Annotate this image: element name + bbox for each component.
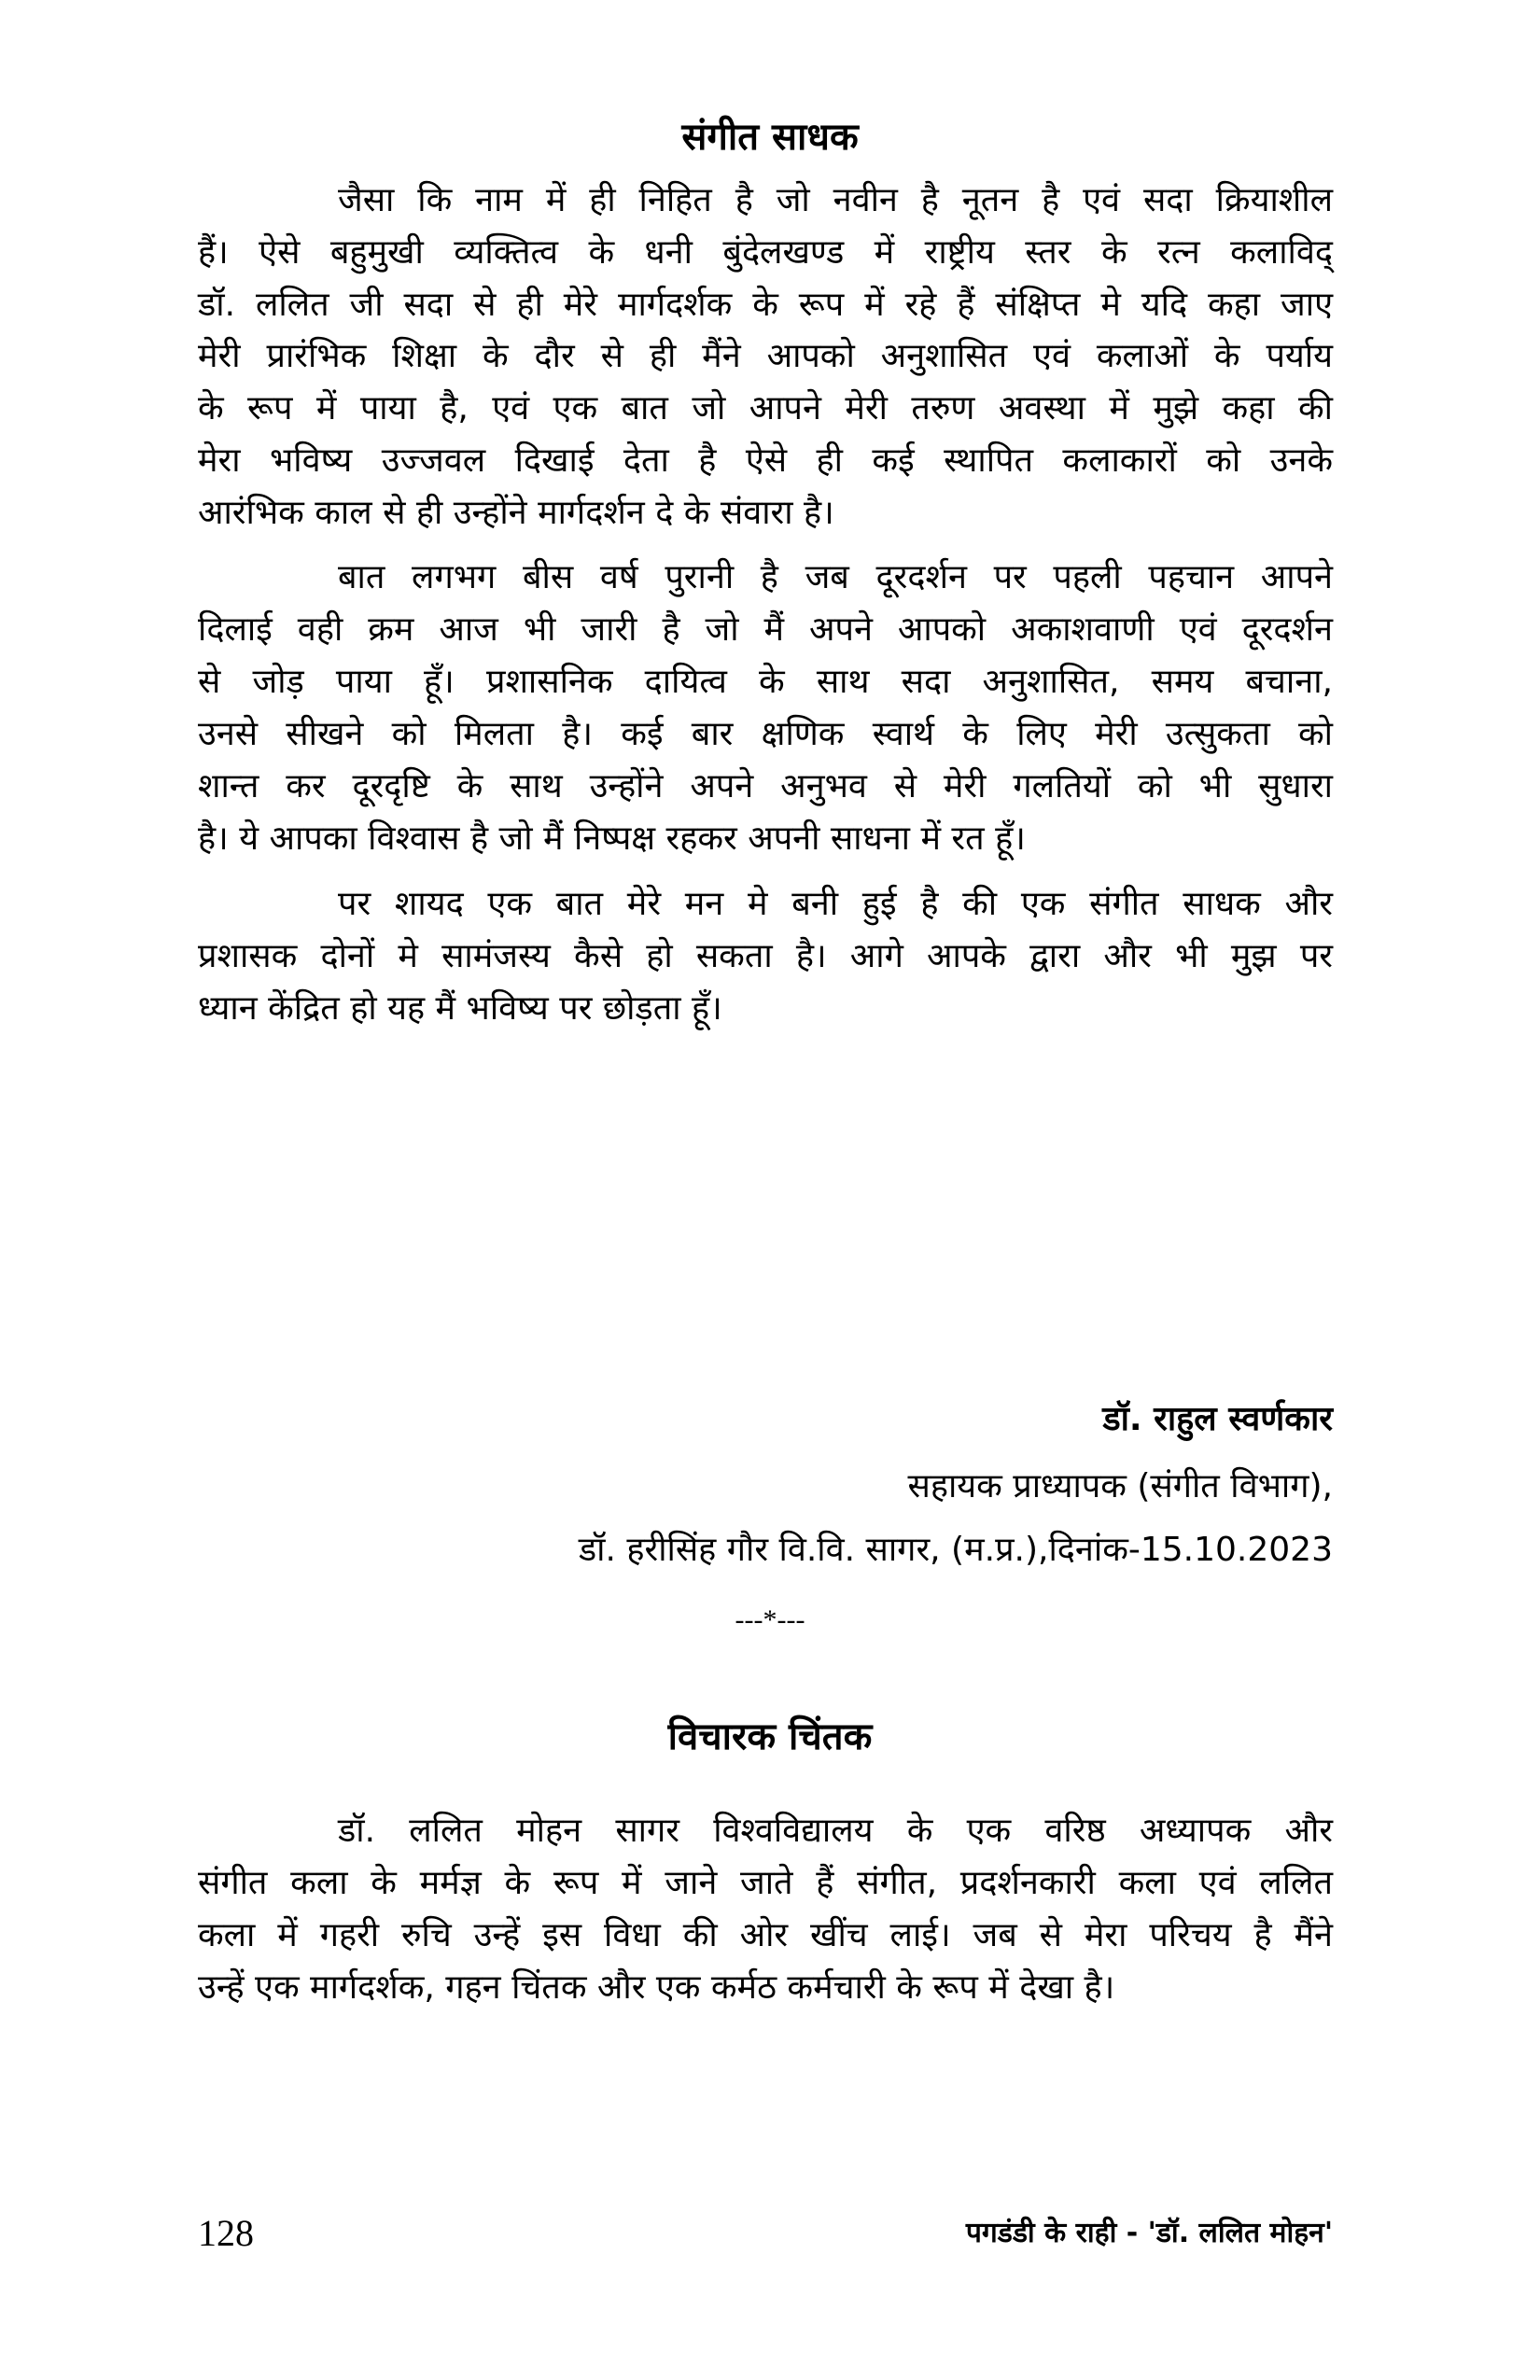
text-line: पर शायद एक बात मेरे मन मे बनी हुई है की एक संगीत साधक और (338, 885, 1333, 923)
page-number: 128 (198, 2212, 254, 2254)
text-line: है। ये आपका विश्वास है जो मैं निष्पक्ष रहकर अपनी साधना में रत हूँ। (198, 819, 1026, 858)
text-line: कला में गहरी रुचि उन्हें इस विधा की ओर खींच लाई। जब से मेरा परिचय है मैंने (198, 1916, 1333, 1954)
running-footer-title: पगडंडी के राही - 'डॉ. ललित मोहन' (965, 2217, 1333, 2249)
text-line: से जोड़ पाया हूँ। प्रशासनिक दायित्व के साथ सदा अनुशासित, समय बचाना, (198, 663, 1333, 701)
text-line: जैसा कि नाम में ही निहित है जो नवीन है नूतन है एवं सदा क्रियाशील (338, 181, 1333, 219)
text-line: बात लगभग बीस वर्ष पुरानी है जब दूरदर्शन पर पहली पहचान आपने (338, 558, 1333, 596)
text-line: डॉ. ललित मोहन सागर विश्वविद्यालय के एक वरिष्ठ अध्यापक और (338, 1812, 1333, 1850)
text-line: प्रशासक दोनों मे सामंजस्य कैसे हो सकता है। आगे आपके द्वारा और भी मुझ पर (198, 937, 1333, 975)
text-line: ध्यान केंद्रित हो यह मैं भविष्य पर छोड़ता हूँ। (198, 989, 722, 1028)
text-line: के रूप में पाया है, एवं एक बात जो आपने मेरी तरुण अवस्था में मुझे कहा की (198, 389, 1333, 427)
author-name: डॉ. राहुल स्वर्णकार (1102, 1400, 1333, 1438)
text-line: उन्हें एक मार्गदर्शक, गहन चिंतक और एक कर्मठ कर्मचारी के रूप में देखा है। (198, 1968, 1115, 2007)
text-line: मेरा भविष्य उज्जवल दिखाई देता है ऐसे ही कई स्थापित कलाकारों को उनके (198, 441, 1333, 480)
text-line: हैं। ऐसे बहुमुखी व्यक्तित्व के धनी बुंदेलखण्ड में राष्ट्रीय स्तर के रत्न कलाविद् (198, 233, 1333, 272)
text-line: मेरी प्रारंभिक शिक्षा के दौर से ही मैंने आपको अनुशासित एवं कलाओं के पर्याय (198, 337, 1333, 375)
author-designation: सहायक प्राध्यापक (संगीत विभाग), (907, 1467, 1333, 1505)
text-line: आरंभिक काल से ही उन्होंने मार्गदर्शन दे के संवारा है। (198, 494, 834, 532)
section-title-sangeet-sadhak: संगीत साधक (681, 116, 859, 159)
author-affiliation: डॉ. हरीसिंह गौर वि.वि. सागर, (म.प्र.),दिनांक-15.10.2023 (578, 1531, 1333, 1569)
text-line: उनसे सीखने को मिलता है। कई बार क्षणिक स्वार्थ के लिए मेरी उत्सुकता को (198, 715, 1333, 753)
text-line: संगीत कला के मर्मज्ञ के रूप में जाने जाते हैं संगीत, प्रदर्शनकारी कला एवं ललित (198, 1864, 1333, 1902)
text-line: दिलाई वही क्रम आज भी जारी है जो मैं अपने आपको अकाशवाणी एवं दूरदर्शन (198, 610, 1333, 649)
section-title-vicharak-chintak: विचारक चिंतक (667, 1715, 873, 1758)
text-line: डॉ. ललित जी सदा से ही मेरे मार्गदर्शक के रूप में रहे हैं संक्षिप्त मे यदि कहा जाए (198, 286, 1333, 324)
text-line: शान्त कर दूरदृष्टि के साथ उन्होंने अपने अनुभव से मेरी गलतियों को भी सुधारा (198, 767, 1333, 805)
section-separator: ---*--- (735, 1604, 805, 1635)
